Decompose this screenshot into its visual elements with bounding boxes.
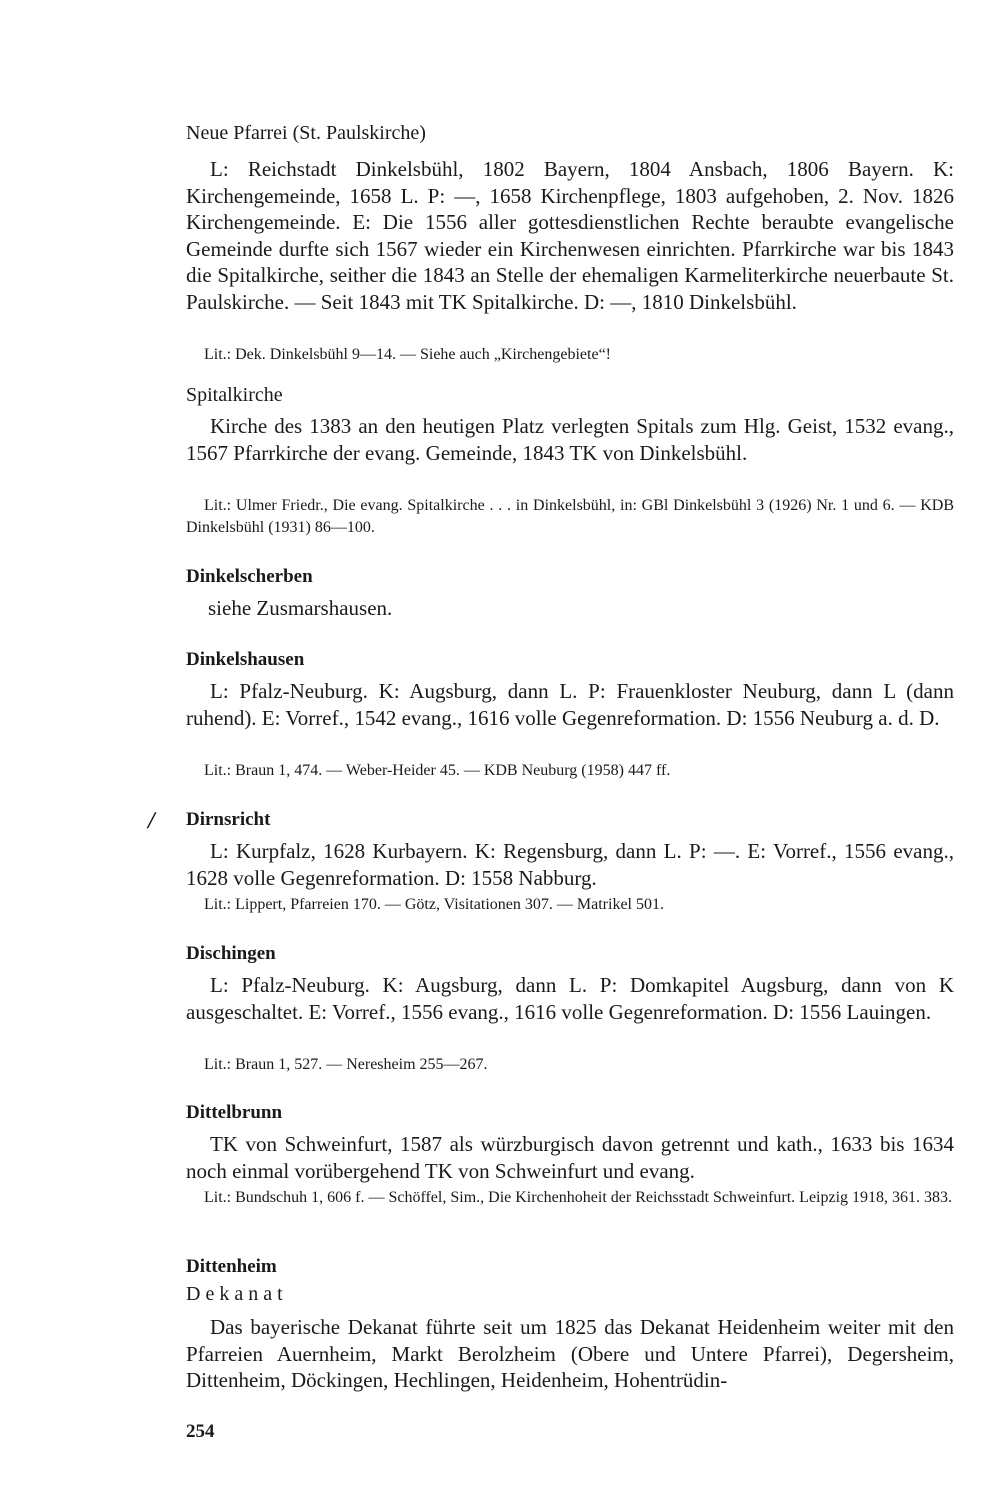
entry-text-dittelbrunn: TK von Schweinfurt, 1587 als würzburgisch davon getrennt und kath., 1633 bis 1634 noch einmal vorübergehend TK von Schweinfurt und evang. <box>186 1132 954 1183</box>
entry-heading-dinkelscherben: Dinkelscherben <box>186 566 313 587</box>
entry-title-spitalkirche: Spitalkirche <box>186 384 283 406</box>
entry-heading-dinkelshausen: Dinkelshausen <box>186 649 305 670</box>
entry-heading-dischingen: Dischingen <box>186 943 276 964</box>
entry-heading-dirnsricht: Dirnsricht <box>186 809 271 830</box>
entry-heading-dittenheim: Dittenheim <box>186 1256 277 1277</box>
lit-dirnsricht: Lit.: Lippert, Pfarreien 170. — Götz, Visitationen 307. — Matrikel 501. <box>204 896 664 913</box>
entry-title-neue-pfarrei: Neue Pfarrei (St. Paulskirche) <box>186 122 426 144</box>
margin-slash-mark: / <box>145 808 158 834</box>
entry-text-dinkelshausen: L: Pfalz-Neuburg. K: Augsburg, dann L. P: Frauenkloster Neuburg, dann L (dann ruhend). E: Vorref., 1542 evang., 1616 volle Gegenreformation. D: 1556 Neuburg a. d. D. <box>186 679 954 730</box>
entry-text-dischingen: L: Pfalz-Neuburg. K: Augsburg, dann L. P: Domkapitel Augsburg, dann von K ausgeschaltet. E: Vorref., 1556 evang., 1616 volle Gegenreformation. D: 1556 Lauingen. <box>186 973 954 1024</box>
lit-spitalkirche: Lit.: Ulmer Friedr., Die evang. Spitalkirche . . . in Dinkelsbühl, in: GBl Dinkelsbühl 3 (1926) Nr. 1 und 6. — KDB Dinkelsbühl (1931) 86—100. <box>186 497 954 536</box>
entry-text-dirnsricht: L: Kurpfalz, 1628 Kurbayern. K: Regensburg, dann L. P: —. E: Vorref., 1556 evang., 1628 volle Gegenreformation. D: 1558 Nabburg. <box>186 839 954 890</box>
entry-text-neue-pfarrei: L: Reichstadt Dinkelsbühl, 1802 Bayern, 1804 Ansbach, 1806 Bayern. K: Kirchengemeinde, 1658 L. P: —, 1658 Kirchenpflege, 1803 aufgehoben, 2. Nov. 1826 Kirchengemeinde. E: Die 1556 aller gottesdienstlichen Rechte beraubte evangelische Gemeinde durfte sich 1567 wieder ein Kirchenwesen einrichten. Pfarrkirche war bis 1843 die Spitalkirche, seither die 1843 an Stelle der ehemaligen Karmeliterkirche neuerbaute St. Paulskirche. — Seit 1843 mit TK Spitalkirche. D: —, 1810 Dinkelsbühl. <box>186 157 954 314</box>
entry-text-dinkelscherben: siehe Zusmarshausen. <box>208 596 393 620</box>
entry-text-spitalkirche: Kirche des 1383 an den heutigen Platz verlegten Spitals zum Hlg. Geist, 1532 evang., 1567 Pfarrkirche der evang. Gemeinde, 1843 TK von Dinkelsbühl. <box>186 414 954 465</box>
page-number: 254 <box>186 1421 215 1442</box>
lit-dischingen: Lit.: Braun 1, 527. — Neresheim 255—267. <box>204 1056 488 1073</box>
entry-subtitle-dekanat: Dekanat <box>186 1283 288 1305</box>
entry-heading-dittelbrunn: Dittelbrunn <box>186 1102 283 1123</box>
lit-neue-pfarrei: Lit.: Dek. Dinkelsbühl 9—14. — Siehe auch „Kirchengebiete“! <box>204 346 611 363</box>
lit-dittelbrunn: Lit.: Bundschuh 1, 606 f. — Schöffel, Sim., Die Kirchenhoheit der Reichsstadt Schweinfurt. Leipzig 1918, 361. 383. <box>204 1189 953 1206</box>
entry-text-dittenheim: Das bayerische Dekanat führte seit um 1825 das Dekanat Heidenheim weiter mit den Pfarreien Auernheim, Markt Berolzheim (Obere und Untere Pfarrei), Degersheim, Dittenheim, Döckingen, Hechlingen, Heidenheim, Hohentrüdin- <box>186 1315 954 1392</box>
lit-dinkelshausen: Lit.: Braun 1, 474. — Weber-Heider 45. — KDB Neuburg (1958) 447 ff. <box>204 762 671 779</box>
